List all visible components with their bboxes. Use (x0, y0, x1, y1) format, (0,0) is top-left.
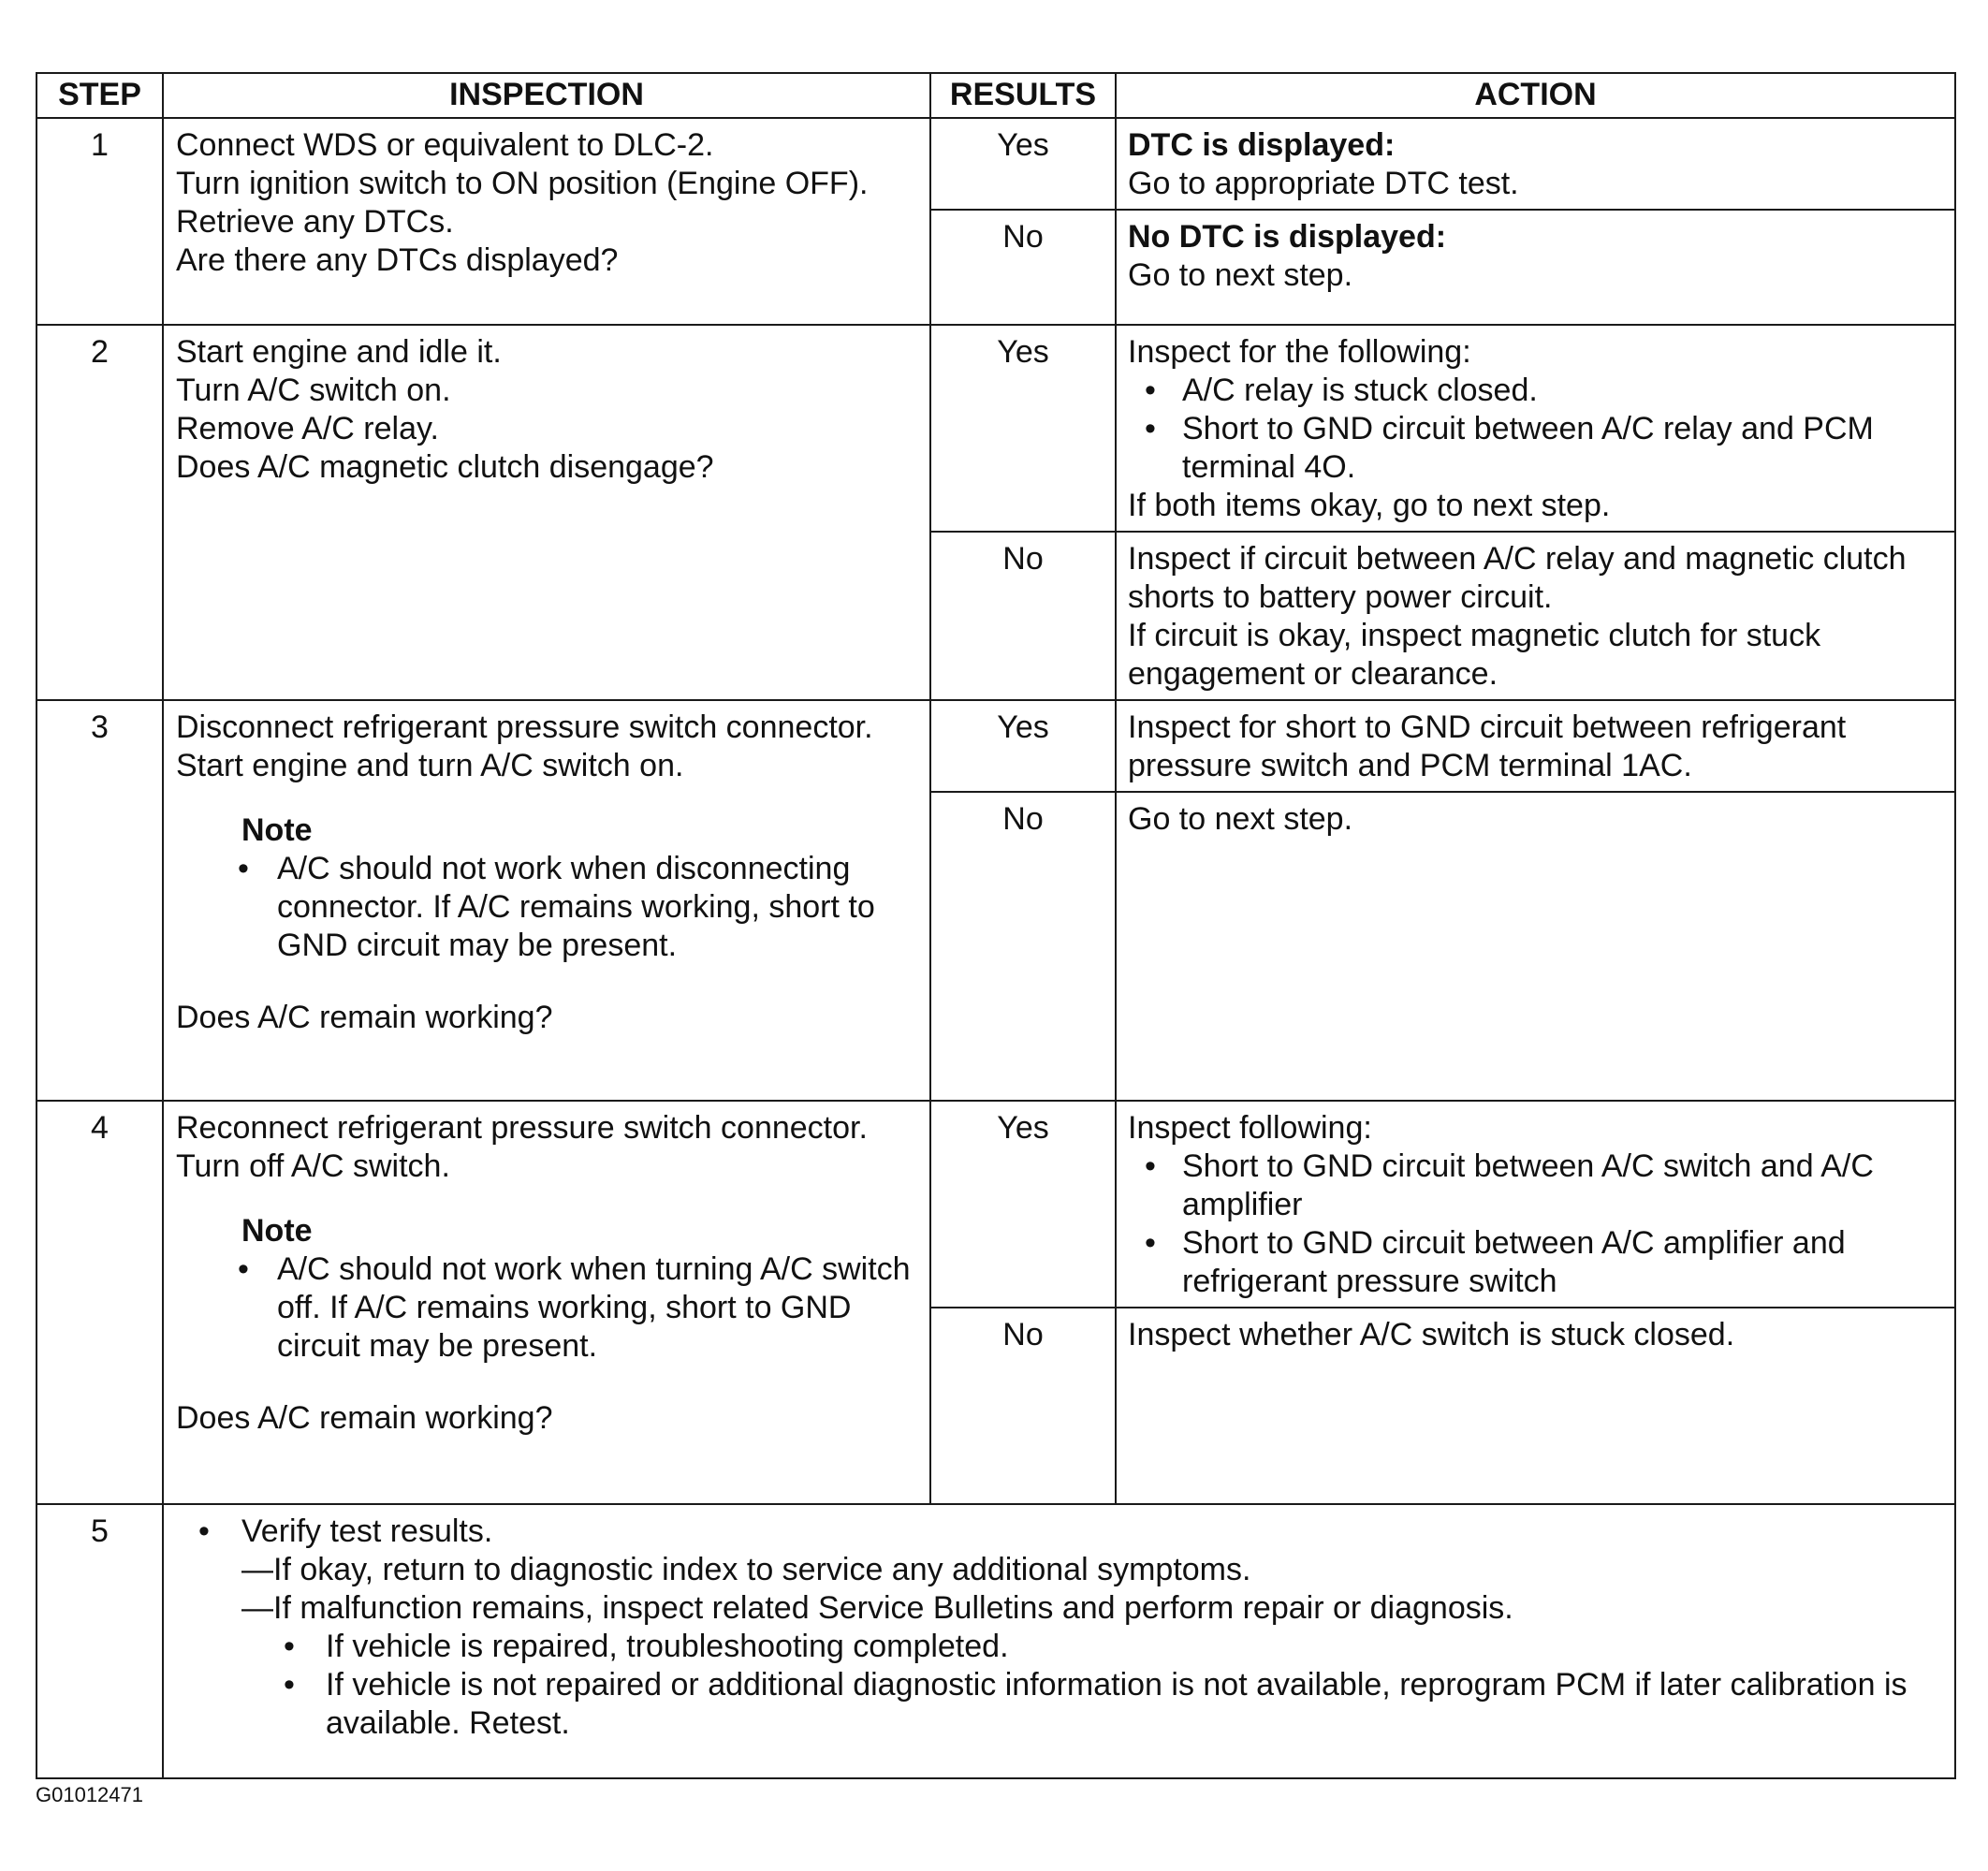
step-number: 1 (37, 118, 163, 325)
note-title: Note (241, 1213, 313, 1249)
final-step-list (176, 1513, 1945, 1551)
action-cell (1116, 325, 1955, 532)
inspection-question: Does A/C remain working? (176, 1000, 553, 1035)
note-text: • A/C should not work when disconnecting connector. If A/C remains working, short to GND circuit may be present. (176, 850, 920, 965)
result-yes: Yes (930, 700, 1116, 792)
action-cell (1116, 532, 1955, 700)
result-no: No (930, 532, 1116, 700)
final-step-dash: —If okay, return to diagnostic index to service any additional symptoms. (241, 1552, 1251, 1587)
inspection-question: Does A/C remain working? (176, 1400, 553, 1436)
final-step-dash: —If malfunction remains, inspect related Service Bulletins and perform repair or diagnosis. (241, 1590, 1513, 1626)
action-cell (1116, 1101, 1955, 1308)
action-cell (1116, 700, 1955, 792)
inspection-cell (163, 700, 930, 1101)
inspection-line: Start engine and idle it. (176, 334, 502, 370)
action-bullet-list (1128, 1147, 1949, 1301)
inspection-line: Remove A/C relay. (176, 411, 439, 446)
action-bullet-list (1128, 372, 1949, 487)
action-line: Go to next step. (1128, 257, 1353, 293)
action-line: Inspect for short to GND circuit between refrigerant pressure switch and PCM terminal 1AC. (1128, 709, 1847, 783)
step-number: 3 (37, 700, 163, 1101)
diagnostic-table (36, 72, 1956, 1779)
step-number: 4 (37, 1101, 163, 1504)
note-block (176, 811, 920, 965)
action-outro: If both items okay, go to next step. (1128, 488, 1611, 523)
action-line: If circuit is okay, inspect magnetic clutch for stuck engagement or clearance. (1128, 618, 1821, 692)
result-no: No (930, 1308, 1116, 1504)
inspection-cell (163, 118, 930, 325)
table-row (37, 700, 1955, 792)
list-item: • A/C relay is stuck closed. (1128, 372, 1949, 410)
result-yes: Yes (930, 325, 1116, 532)
list-item: • Short to GND circuit between A/C switch and A/C amplifier (1128, 1147, 1949, 1224)
action-cell (1116, 1308, 1955, 1504)
inspection-cell (163, 325, 930, 700)
action-cell (1116, 118, 1955, 210)
final-step-cell (163, 1504, 1955, 1778)
action-heading: No DTC is displayed: (1128, 219, 1447, 255)
final-step-main: • Verify test results. (241, 1513, 493, 1549)
list-item (176, 1513, 1945, 1551)
result-no: No (930, 792, 1116, 1101)
list-item: • If vehicle is not repaired or additional diagnostic information is not available, reprogram PCM if later calibration is available. Retest. (176, 1666, 1945, 1743)
table-row (37, 1504, 1955, 1778)
list-item: • If vehicle is repaired, troubleshooting completed. (176, 1628, 1945, 1666)
inspection-line: Turn ignition switch to ON position (Engine OFF). (176, 166, 869, 201)
result-yes: Yes (930, 1101, 1116, 1308)
table-row (37, 118, 1955, 210)
note-list (176, 1250, 920, 1366)
action-line: Go to next step. (1128, 801, 1353, 837)
inspection-line: Turn off A/C switch. (176, 1148, 450, 1184)
table-header-row (37, 73, 1955, 118)
inspection-line: Are there any DTCs displayed? (176, 242, 619, 278)
action-line: Go to appropriate DTC test. (1128, 166, 1519, 201)
inspection-line: Does A/C magnetic clutch disengage? (176, 449, 714, 485)
action-intro: Inspect for the following: (1128, 334, 1471, 370)
step-number: 2 (37, 325, 163, 700)
inspection-line: Connect WDS or equivalent to DLC-2. (176, 127, 714, 163)
inspection-cell (163, 1101, 930, 1504)
final-step-sub-list (176, 1628, 1945, 1743)
step-number: 5 (37, 1504, 163, 1778)
inspection-line: Reconnect refrigerant pressure switch connector. (176, 1110, 868, 1146)
action-heading: DTC is displayed: (1128, 127, 1396, 163)
table-row (37, 325, 1955, 532)
note-block (176, 1212, 920, 1366)
list-item: • Short to GND circuit between A/C amplifier and refrigerant pressure switch (1128, 1224, 1949, 1301)
header-step: STEP (37, 73, 163, 118)
header-action: ACTION (1116, 73, 1955, 118)
inspection-line: Retrieve any DTCs. (176, 204, 454, 240)
action-intro: Inspect following: (1128, 1110, 1372, 1146)
note-title: Note (241, 812, 313, 848)
list-item: • Short to GND circuit between A/C relay and PCM terminal 4O. (1128, 410, 1949, 487)
table-row (37, 1101, 1955, 1308)
inspection-line: Turn A/C switch on. (176, 373, 451, 408)
action-line: Inspect if circuit between A/C relay and magnetic clutch shorts to battery power circuit. (1128, 541, 1907, 615)
header-results: RESULTS (930, 73, 1116, 118)
action-cell (1116, 792, 1955, 1101)
note-text: • A/C should not work when turning A/C switch off. If A/C remains working, short to GND circuit may be present. (176, 1250, 920, 1366)
action-line: Inspect whether A/C switch is stuck closed. (1128, 1317, 1735, 1352)
result-no: No (930, 210, 1116, 325)
inspection-line: Disconnect refrigerant pressure switch connector. (176, 709, 873, 745)
header-inspection: INSPECTION (163, 73, 930, 118)
inspection-line: Start engine and turn A/C switch on. (176, 748, 684, 783)
note-list (176, 850, 920, 965)
figure-code: G01012471 (36, 1783, 143, 1806)
action-cell (1116, 210, 1955, 325)
result-yes: Yes (930, 118, 1116, 210)
